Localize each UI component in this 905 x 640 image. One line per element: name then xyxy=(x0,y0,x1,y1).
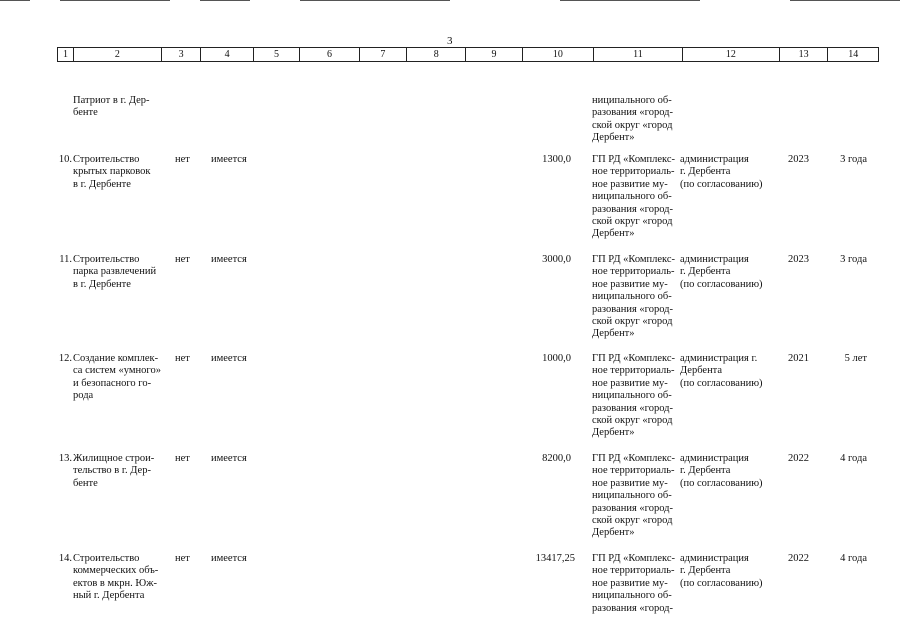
executor: ГП РД «Комплекс- ное территориаль- ное развитие му- ниципального об- разования «город- ской округ «город Дербент» xyxy=(592,353,676,439)
partner: администрация г. Дербента (по согласованию) xyxy=(680,154,763,190)
header-col-2: 2 xyxy=(73,48,161,62)
top-rule xyxy=(790,0,900,1)
column-number-header xyxy=(57,47,879,62)
col3-value: нет xyxy=(175,154,190,165)
duration: 4 года xyxy=(840,553,867,564)
top-rule xyxy=(300,0,450,1)
partner: администрация г. Дербента (по согласованию) xyxy=(680,453,763,489)
project-name: Строительство парка развлечений в г. Дербенте xyxy=(73,254,157,290)
funding-amount: 13417,25 xyxy=(535,553,575,564)
header-col-4: 4 xyxy=(201,48,253,62)
executor: ГП РД «Комплекс- ное территориаль- ное развитие му- ниципального об- разования «город- ской округ «город Дербент» xyxy=(592,453,676,539)
executor: ГП РД «Комплекс- ное территориаль- ное развитие му- ниципального об- разования «город- ской округ «город Дербент» xyxy=(592,254,676,340)
header-col-1: 1 xyxy=(58,48,74,62)
duration: 5 лет xyxy=(844,353,867,364)
top-rule xyxy=(200,0,250,1)
executor: ГП РД «Комплекс- ное территориаль- ное развитие му- ниципального об- разования «город- ской округ «город Дербент» xyxy=(592,154,676,240)
col4-value: имеется xyxy=(211,453,247,464)
col4-value: имеется xyxy=(211,154,247,165)
page-number: 3 xyxy=(447,35,453,47)
row-number: 13. xyxy=(58,453,72,464)
row-number: 10. xyxy=(58,154,72,165)
executor: ГП РД «Комплекс- ное территориаль- ное развитие му- ниципального об- разования «город- xyxy=(592,553,676,614)
header-col-11: 11 xyxy=(593,48,682,62)
start-year: 2022 xyxy=(788,553,809,564)
partner: администрация г. Дербента (по согласованию) xyxy=(680,353,763,389)
continuation-executor: ниципального об- разования «город- ской округ «город Дербент» xyxy=(592,95,674,144)
header-col-13: 13 xyxy=(779,48,828,62)
header-col-10: 10 xyxy=(522,48,593,62)
partner: администрация г. Дербента (по согласованию) xyxy=(680,254,763,290)
duration: 3 года xyxy=(840,254,867,265)
col4-value: имеется xyxy=(211,254,247,265)
funding-amount: 1300,0 xyxy=(542,154,571,165)
header-col-6: 6 xyxy=(300,48,359,62)
start-year: 2022 xyxy=(788,453,809,464)
col4-value: имеется xyxy=(211,353,247,364)
row-number: 14. xyxy=(58,553,72,564)
col4-value: имеется xyxy=(211,553,247,564)
partner: администрация г. Дербента (по согласованию) xyxy=(680,553,763,589)
duration: 4 года xyxy=(840,453,867,464)
start-year: 2023 xyxy=(788,254,809,265)
top-rule xyxy=(0,0,30,1)
col3-value: нет xyxy=(175,553,190,564)
row-number: 12. xyxy=(58,353,72,364)
col3-value: нет xyxy=(175,254,190,265)
header-col-7: 7 xyxy=(359,48,406,62)
project-name: Создание комплек- са систем «умного» и безопасного го- рода xyxy=(73,353,161,402)
header-col-3: 3 xyxy=(161,48,201,62)
header-col-8: 8 xyxy=(407,48,466,62)
row-number: 11. xyxy=(59,254,72,265)
project-name: Строительство коммерческих объ- ектов в мкрн. Юж- ный г. Дербента xyxy=(73,553,159,602)
top-rule xyxy=(560,0,700,1)
col3-value: нет xyxy=(175,353,190,364)
start-year: 2023 xyxy=(788,154,809,165)
funding-amount: 1000,0 xyxy=(542,353,571,364)
header-col-5: 5 xyxy=(253,48,299,62)
funding-amount: 8200,0 xyxy=(542,453,571,464)
col3-value: нет xyxy=(175,453,190,464)
top-rule xyxy=(60,0,170,1)
continuation-project-name: Патриот в г. Дер- бенте xyxy=(73,95,150,119)
start-year: 2021 xyxy=(788,353,809,364)
project-name: Строительство крытых парковок в г. Дербенте xyxy=(73,154,151,190)
project-name: Жилищное строи- тельство в г. Дер- бенте xyxy=(73,453,155,489)
header-col-14: 14 xyxy=(828,48,879,62)
header-col-9: 9 xyxy=(466,48,522,62)
funding-amount: 3000,0 xyxy=(542,254,571,265)
duration: 3 года xyxy=(840,154,867,165)
header-col-12: 12 xyxy=(682,48,779,62)
